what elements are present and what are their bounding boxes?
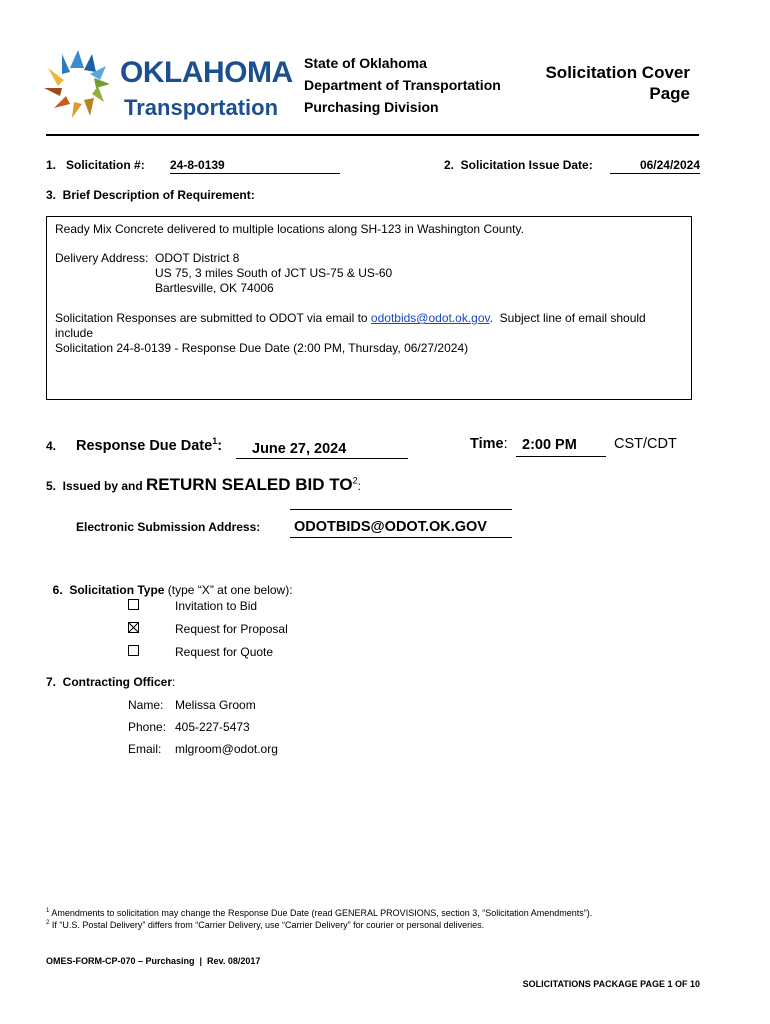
electronic-address-label: Electronic Submission Address: xyxy=(76,520,261,534)
issue-date-label: 2. Solicitation Issue Date: xyxy=(444,158,593,172)
contracting-officer-label-text: 7. Contracting Officer xyxy=(46,675,173,689)
response-due-date-field xyxy=(236,440,408,459)
delivery-address-line-2: US 75, 3 miles South of JCT US-75 & US-60 xyxy=(155,266,393,280)
solicitation-type-label-bold: 6. Solicitation Type xyxy=(52,583,165,597)
odot-logo xyxy=(40,46,296,126)
page-title-line-1: Solicitation Cover xyxy=(545,63,690,82)
page-number: SOLICITATIONS PACKAGE PAGE 1 OF 10 xyxy=(522,979,700,989)
description-label: 3. Brief Description of Requirement: xyxy=(46,188,255,202)
logo-word-oklahoma: OKLAHOMA xyxy=(120,56,293,89)
return-bid-heading xyxy=(46,475,361,495)
star-logo-icon xyxy=(40,46,116,122)
response-time-colon: : xyxy=(503,436,508,452)
footnote-ref-2: 2 xyxy=(352,475,358,486)
odotbids-email-link[interactable]: odotbids@odot.ok.gov xyxy=(370,311,490,325)
delivery-address-line-3: Bartlesville, OK 74006 xyxy=(155,281,274,295)
officer-name-label: Name: xyxy=(128,698,164,712)
timezone-label: CST/CDT xyxy=(614,436,677,452)
responses-line-3: Solicitation 24-8-0139 - Response Due Date (2:00 PM, Thursday, 06/27/2024) xyxy=(55,341,469,355)
issue-date-field xyxy=(610,158,700,174)
agency-line-3: Purchasing Division xyxy=(304,99,439,115)
request-for-proposal-label: Request for Proposal xyxy=(175,622,288,636)
footnote-2-text: If “U.S. Postal Delivery” differs from “Carrier Delivery, use “Carrier Delivery” for courier or personal deliveries. xyxy=(49,920,485,930)
responses-line-1 xyxy=(55,311,646,325)
delivery-address-line-1: ODOT District 8 xyxy=(155,251,240,265)
electronic-address-field xyxy=(290,518,512,538)
request-for-quote-label: Request for Quote xyxy=(175,645,274,659)
agency-line-1: State of Oklahoma xyxy=(304,55,427,71)
header-divider xyxy=(46,134,699,136)
page-title xyxy=(545,62,690,104)
footnote-2-number: 2 xyxy=(46,920,50,926)
description-box xyxy=(46,216,692,400)
footnote-1-number: 1 xyxy=(46,908,50,914)
solicitation-number-label: 1. Solicitation #: xyxy=(46,158,145,172)
return-bid-emphasis: RETURN SEALED BID TO xyxy=(146,475,353,494)
response-due-label xyxy=(76,436,222,454)
return-address-top-line xyxy=(290,509,512,510)
delivery-address-label: Delivery Address: xyxy=(55,251,149,265)
response-due-colon: : xyxy=(217,437,223,454)
solicitation-number-value: 24-8-0139 xyxy=(170,158,225,172)
return-bid-colon: : xyxy=(357,479,361,493)
response-due-label-text: Response Due Date xyxy=(76,437,213,454)
solicitation-number-field xyxy=(170,158,340,174)
officer-name-value: Melissa Groom xyxy=(175,698,256,712)
footnote-1 xyxy=(46,908,592,918)
response-time-field xyxy=(516,436,606,457)
response-time-label xyxy=(470,436,508,452)
issue-date-value: 06/24/2024 xyxy=(639,158,700,172)
officer-email-label: Email: xyxy=(128,742,162,756)
solicitation-type-label xyxy=(46,569,293,597)
invitation-to-bid-checkbox[interactable] xyxy=(128,599,139,610)
officer-phone-value: 405-227-5473 xyxy=(175,720,250,734)
page-title-line-2: Page xyxy=(649,84,690,103)
solicitation-type-label-instructions: (type “X” at one below): xyxy=(164,583,293,597)
responses-line-2: include xyxy=(55,326,94,340)
response-due-date-value: June 27, 2024 xyxy=(252,441,347,457)
invitation-to-bid-label: Invitation to Bid xyxy=(175,599,258,613)
responses-subject-text: . Subject line of email should xyxy=(489,311,646,325)
logo-word-transportation: Transportation xyxy=(124,95,279,120)
return-bid-prefix: 5. Issued by and xyxy=(46,479,147,493)
officer-phone-label: Phone: xyxy=(128,720,167,734)
agency-block xyxy=(304,52,501,118)
response-time-label-text: Time xyxy=(470,436,504,452)
response-time-value: 2:00 PM xyxy=(522,437,577,453)
footnote-2 xyxy=(46,920,484,930)
agency-line-2: Department of Transportation xyxy=(304,77,501,93)
request-for-quote-checkbox[interactable] xyxy=(128,645,139,656)
contracting-officer-colon: : xyxy=(172,675,176,689)
responses-intro-text: Solicitation Responses are submitted to ODOT via email to xyxy=(55,311,371,325)
response-due-number: 4. xyxy=(46,439,57,453)
x-mark-icon xyxy=(129,623,138,632)
electronic-address-value: ODOTBIDS@ODOT.OK.GOV xyxy=(294,519,487,535)
form-id: OMES-FORM-CP-070 – Purchasing | Rev. 08/2017 xyxy=(46,956,261,966)
request-for-proposal-checkbox[interactable] xyxy=(128,622,139,633)
footnote-ref-1: 1 xyxy=(212,436,218,446)
footnote-1-text: Amendments to solicitation may change the Response Due Date (read GENERAL PROVISIONS, section 3, “Solicitation Amendments”). xyxy=(49,908,593,918)
contracting-officer-label xyxy=(46,675,175,689)
officer-email-value[interactable]: mlgroom@odot.org xyxy=(175,742,278,756)
description-line-1: Ready Mix Concrete delivered to multiple locations along SH-123 in Washington County. xyxy=(55,222,524,236)
